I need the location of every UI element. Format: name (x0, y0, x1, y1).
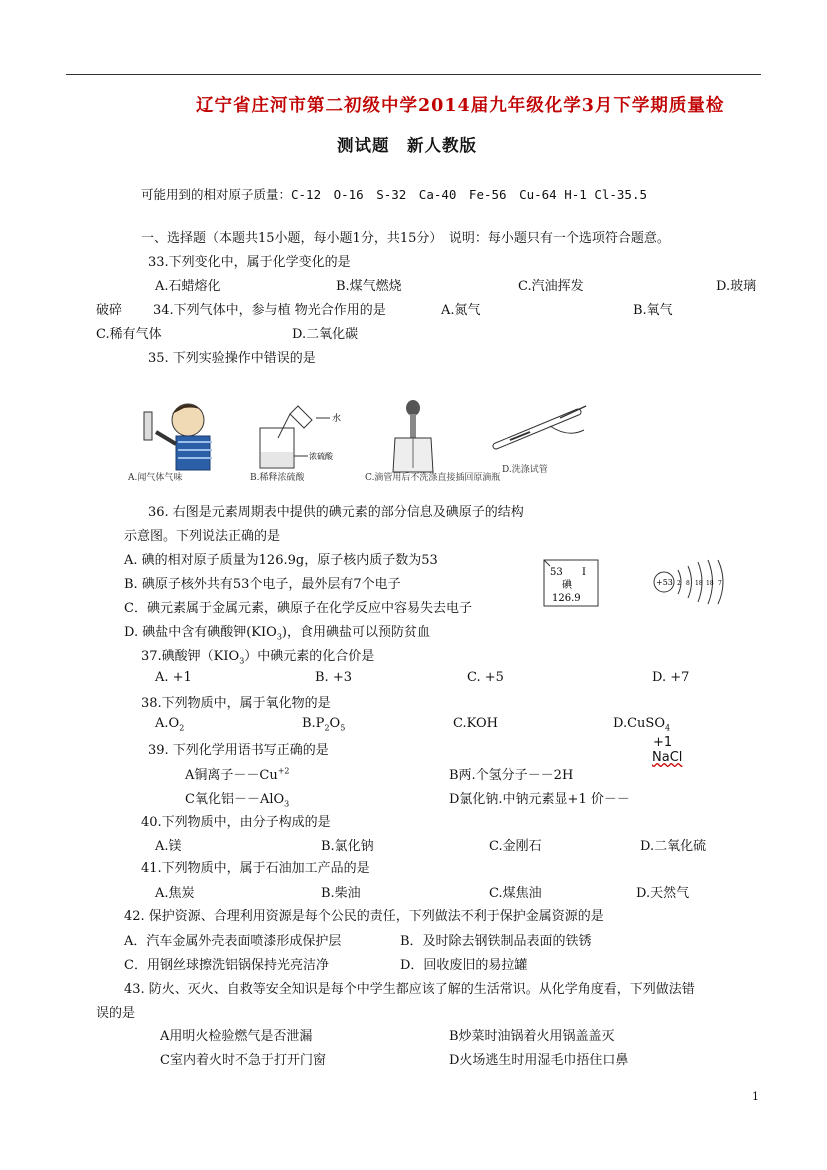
atomic-masses: 可能用到的相对原子质量：C-12 O-16 S-32 Ca-40 Fe-56 Cu-64 H-1 Cl-35.5 (141, 187, 648, 202)
q39-stem: 39. 下列化学用语书写正确的是 (148, 743, 329, 758)
element-mass: 126.9 (552, 593, 581, 604)
q40-stem: 40.下列物质中，由分子构成的是 (141, 815, 331, 830)
q43-stem-line1: 43. 防火、灭火、自救等安全知识是每个中学生都应该了解的生活常识。从化学角度看，下列做法错 (124, 982, 695, 997)
q37-stem: 37.碘酸钾$(KIO_3)$中碘元素的化合价是 (141, 649, 375, 666)
shell-3: 18 (695, 580, 703, 587)
label-acid: 浓硫酸 (309, 452, 333, 461)
q42-option-a: A．汽车金属外壳表面喷漆形成保护层 (124, 934, 342, 949)
shell-1: 2 (677, 580, 681, 587)
q43-stem-line2: 误的是 (96, 1006, 136, 1021)
iodine-element-card (540, 558, 604, 610)
q41-option-d: D.天然气 (636, 886, 690, 901)
section-heading: 一、选择题（本题共15小题，每小题1分，共15分） 说明：每小题只有一个选项符合题意。 (141, 231, 670, 246)
q34-stem: 34.下列气体中，参与植 物光合作用的是 (153, 303, 386, 318)
q36-stem-line1: 36. 右图是元素周期表中提供的碘元素的部分信息及碘原子的结构 (148, 505, 524, 520)
q34-option-c: C.稀有气体 (96, 327, 162, 342)
q43-option-c: C室内着火时不急于打开门窗 (160, 1053, 326, 1068)
q43-option-a: A用明火检验燃气是否泄漏 (160, 1029, 313, 1044)
page-number: 1 (752, 1090, 759, 1103)
q39-option-d: D氯化钠.中钠元素显+1 价－－ (449, 792, 630, 807)
figure-wash-tube (490, 398, 594, 484)
q33-option-b: B.煤气燃烧 (336, 279, 402, 294)
q38-option-b: $B.P_2O_5$ (302, 716, 346, 733)
figure-smell-gas (126, 392, 226, 484)
q41-option-b: B.柴油 (321, 886, 361, 901)
q34-option-a: A.氮气 (441, 303, 481, 318)
q38-option-a: $A.O_2$ (155, 716, 185, 733)
q41-stem: 41.下列物质中，属于石油加工产品的是 (141, 861, 370, 876)
figure-dilute-acid (246, 392, 356, 484)
q39-option-b: B两.个氢分子－－2H (449, 768, 574, 783)
q36-stem-line2: 示意图。下列说法正确的是 (124, 529, 281, 544)
q40-option-d: D.二氧化硫 (640, 839, 707, 854)
page-subtitle: 测试题 新人教版 (337, 136, 477, 155)
q35-stem: 35. 下列实验操作中错误的是 (148, 351, 316, 366)
shell-4: 18 (706, 580, 714, 587)
q36-option-b: B. 碘原子核外共有53个电子，最外层有7个电子 (124, 577, 401, 592)
q36-option-a: A. 碘的相对原子质量为126.9g，原子核内质子数为53 (124, 553, 438, 568)
q41-option-c: C.煤焦油 (489, 886, 542, 901)
q37-option-c: C. +5 (467, 670, 504, 685)
q34-option-d: D.二氧化碳 (292, 327, 359, 342)
q38-option-c: C.KOH (453, 716, 498, 731)
element-symbol: I (582, 567, 586, 578)
figure-dropper (363, 392, 501, 492)
caption-c: C.滴管用后不洗涤直接插回原滴瓶 (365, 473, 501, 483)
q36-option-d: D. 碘盐中含有碘酸钾$(KIO_3)$，食用碘盐可以预防贫血 (124, 625, 430, 642)
caption-d: D.洗涤试管 (502, 465, 548, 475)
q38-option-d: D.CuSO$_4$ (613, 716, 671, 733)
q33-option-c: C.汽油挥发 (518, 279, 584, 294)
q34-option-b: B.氧气 (633, 303, 673, 318)
atom-nucleus: +53 (656, 578, 673, 587)
q37-option-d: D. +7 (652, 670, 690, 685)
q38-stem: 38.下列物质中，属于氧化物的是 (141, 696, 331, 711)
q42-option-b: B．及时除去钢铁制品表面的铁锈 (400, 934, 592, 949)
q39-option-a: A铜离子$--Cu^{+2}$ (185, 766, 290, 783)
element-number: 53 (550, 567, 563, 578)
iodine-atom-diagram (648, 556, 732, 608)
shell-2: 8 (686, 580, 690, 587)
q43-option-d: D火场逃生时用湿毛巾捂住口鼻 (449, 1053, 629, 1068)
label-water: 水 (332, 414, 342, 424)
q33-stem: 33.下列变化中，属于化学变化的是 (148, 255, 351, 270)
q37-option-b: B. +3 (315, 670, 352, 685)
caption-b: B.稀释浓硫酸 (250, 473, 305, 483)
q40-option-c: C.金刚石 (489, 839, 542, 854)
q43-option-b: B炒菜时油锅着火用锅盖盖灭 (449, 1029, 615, 1044)
q42-stem: 42. 保护资源、合理利用资源是每个公民的责任，下列做法不利于保护金属资源的是 (124, 909, 604, 924)
q39-option-c: C氧化铝－－AlO$_3$ (185, 792, 290, 809)
q36-option-c: C．碘元素属于金属元素，碘原子在化学反应中容易失去电子 (124, 601, 472, 616)
q40-option-b: B.氯化钠 (321, 839, 374, 854)
caption-a: A.闻气体气味 (128, 473, 183, 483)
page-title: 辽宁省庄河市第二初级中学2014届九年级化学3月下学期质量检 (196, 96, 725, 116)
q33-option-d: D.玻璃 (716, 279, 757, 294)
q42-option-d: D．回收废旧的易拉罐 (400, 958, 528, 973)
q40-option-a: A.镁 (155, 839, 182, 854)
header-rule (66, 74, 761, 75)
shell-5: 7 (718, 580, 722, 587)
element-name: 碘 (562, 580, 572, 591)
nacl-formula: NaCl (652, 750, 683, 765)
q37-option-a: A. +1 (155, 670, 192, 685)
q33-option-d-cont: 破碎 (96, 303, 123, 318)
q41-option-a: A.焦炭 (155, 886, 195, 901)
nacl-valence: +1 (653, 735, 673, 750)
q42-option-c: C．用钢丝球擦洗铝锅保持光亮洁净 (124, 958, 329, 973)
q33-option-a: A.石蜡熔化 (155, 279, 221, 294)
